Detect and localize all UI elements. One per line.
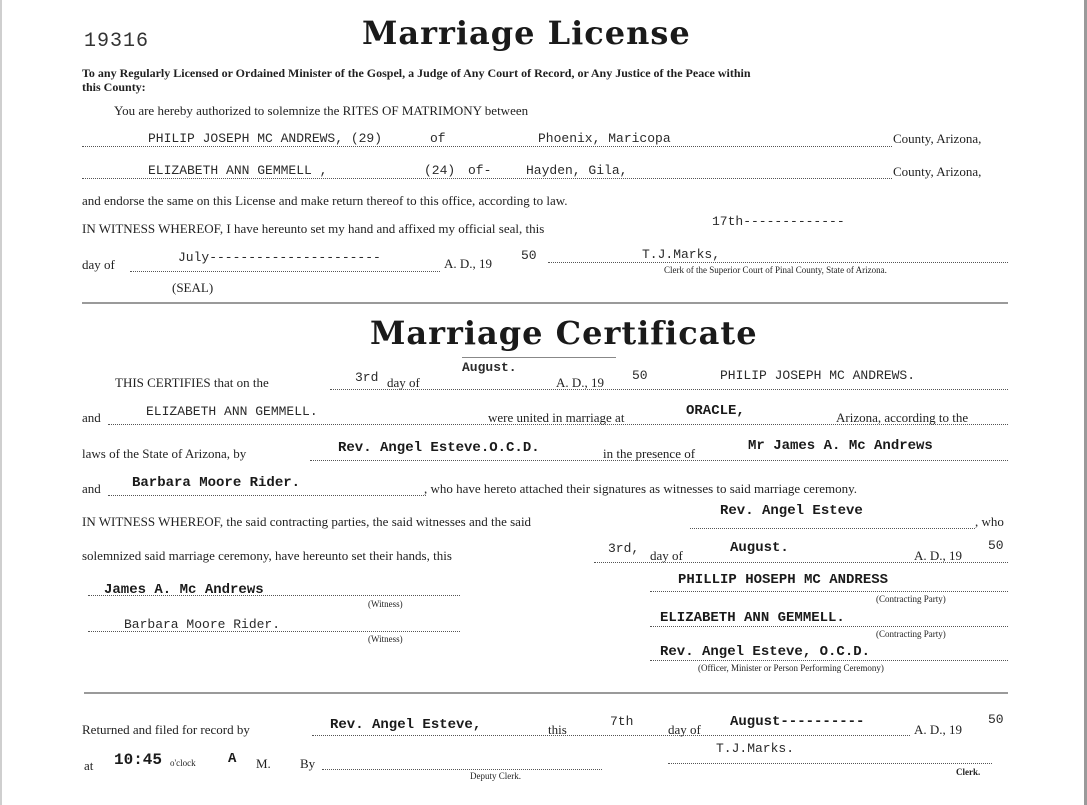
dotted-line <box>82 146 892 147</box>
record-clerk-signature: T.J.Marks. <box>716 741 795 756</box>
witness-label-1: (Witness) <box>368 599 403 609</box>
officer-label: (Officer, Minister or Person Performing Ceremony) <box>698 663 884 673</box>
certificate-month-2: August. <box>730 540 789 556</box>
license-number: 19316 <box>84 30 150 53</box>
certificate-month: August. <box>462 360 517 375</box>
dotted-line <box>650 626 1008 627</box>
license-bride-of: of- <box>468 163 492 178</box>
license-day-of: day of <box>82 257 115 272</box>
certificate-year-2: 50 <box>988 538 1004 553</box>
dotted-line <box>130 271 440 272</box>
license-clerk-signature: T.J.Marks, <box>642 247 721 262</box>
certificate-witness-2: Barbara Moore Rider. <box>132 475 301 491</box>
dotted-line <box>312 735 910 736</box>
license-authorized: You are hereby authorized to solemnize the RITES OF MATRIMONY between <box>114 103 529 118</box>
record-deputy-label: Deputy Clerk. <box>470 771 521 781</box>
signature-party-1: PHILLIP HOSEPH MC ANDRESS <box>678 572 889 588</box>
certificate-bride: ELIZABETH ANN GEMMELL. <box>146 404 318 419</box>
signature-officer: Rev. Angel Esteve, O.C.D. <box>660 644 871 660</box>
record-ampm: A <box>228 751 237 767</box>
license-groom-of: of <box>430 131 446 146</box>
certificate-and-1: and <box>82 410 101 425</box>
signature-witness-2: Barbara Moore Rider. <box>124 617 281 632</box>
record-returned: Returned and filed for record by <box>82 722 250 737</box>
certificate-witness-whereof: IN WITNESS WHEREOF, the said contracting parties, the said witnesses and the said <box>82 514 532 529</box>
record-month: August---------- <box>730 714 865 730</box>
title-underline <box>462 357 616 358</box>
license-county-1: County, Arizona, <box>893 131 982 146</box>
record-by: By <box>300 756 316 771</box>
license-title: Marriage License <box>362 14 691 52</box>
dotted-line <box>88 595 460 596</box>
party-label-1: (Contracting Party) <box>876 594 946 604</box>
license-month: July---------------------- <box>178 250 381 265</box>
record-day-of: day of <box>668 722 701 737</box>
license-bride: ELIZABETH ANN GEMMELL , <box>148 163 328 178</box>
license-intro: To any Regularly Licensed or Ordained Minister of the Gospel, a Judge of Any Court of Record, or Any Justice of the Peace within <box>82 66 751 80</box>
section-divider <box>84 692 1008 694</box>
dotted-line <box>650 591 1008 592</box>
dotted-line <box>668 763 992 764</box>
license-bride-place: Hayden, Gila, <box>526 163 628 178</box>
dotted-line <box>690 528 975 529</box>
license-endorse: and endorse the same on this License and make return thereof to this office, according to law. <box>82 193 568 208</box>
certificate-laws: laws of the State of Arizona, by <box>82 446 247 461</box>
party-label-2: (Contracting Party) <box>876 629 946 639</box>
certificate-and-2: and <box>82 481 101 496</box>
certificate-ad-2: A. D., 19 <box>914 548 963 563</box>
record-time: 10:45 <box>114 751 163 769</box>
certificate-day-2: 3rd, <box>608 541 640 556</box>
license-day: 17th------------- <box>712 214 845 229</box>
certificate-officiant-2: Rev. Angel Esteve <box>720 503 863 519</box>
certificate-witness-1: Mr James A. Mc Andrews <box>748 438 933 454</box>
record-by-name: Rev. Angel Esteve, <box>330 717 482 733</box>
dotted-line <box>82 178 892 179</box>
certificate-year: 50 <box>632 368 648 383</box>
dotted-line <box>88 631 460 632</box>
certificate-who: , who <box>975 514 1004 529</box>
certificate-certifies: THIS CERTIFIES that on the <box>115 375 269 390</box>
certificate-ad: A. D., 19 <box>556 375 605 390</box>
license-ad: A. D., 19 <box>444 256 493 271</box>
license-year: 50 <box>521 248 537 263</box>
license-county-2: County, Arizona, <box>893 164 982 179</box>
license-bride-age: (24) <box>424 163 456 178</box>
license-clerk-title: Clerk of the Superior Court of Pinal County, State of Arizona. <box>664 265 887 275</box>
certificate-title: Marriage Certificate <box>370 314 758 352</box>
record-year: 50 <box>988 712 1004 727</box>
license-intro-county: this County: <box>82 80 146 94</box>
certificate-day-of-2: day of <box>650 548 683 563</box>
dotted-line <box>548 262 1008 263</box>
certificate-day-of: day of <box>387 375 420 390</box>
signature-witness-1: James A. Mc Andrews <box>104 582 264 598</box>
record-this: this <box>548 722 567 737</box>
certificate-hereto: , who have hereto attached their signatures as witnesses to said marriage ceremony. <box>424 481 858 496</box>
certificate-united: were united in marriage at <box>488 410 625 425</box>
certificate-arizona: Arizona, according to the <box>836 410 969 425</box>
certificate-place: ORACLE, <box>686 403 745 419</box>
record-m: M. <box>256 756 271 771</box>
section-divider <box>82 302 1008 304</box>
witness-label-2: (Witness) <box>368 634 403 644</box>
dotted-line <box>322 769 602 770</box>
dotted-line <box>650 660 1008 661</box>
license-groom: PHILIP JOSEPH MC ANDREWS, (29) <box>148 131 383 146</box>
record-clerk-label: Clerk. <box>956 767 981 777</box>
license-witness-line: IN WITNESS WHEREOF, I have hereunto set my hand and affixed my official seal, this <box>82 221 545 236</box>
certificate-day: 3rd <box>355 370 379 385</box>
license-groom-place: Phoenix, Maricopa <box>538 131 671 146</box>
dotted-line <box>330 389 1008 390</box>
license-seal: (SEAL) <box>172 280 214 295</box>
certificate-presence: in the presence of <box>603 446 696 461</box>
certificate-solemnized: solemnized said marriage ceremony, have hereunto set their hands, this <box>82 548 452 563</box>
record-day: 7th <box>610 714 634 729</box>
certificate-groom: PHILIP JOSEPH MC ANDREWS. <box>720 368 916 383</box>
record-at: at <box>84 758 94 773</box>
dotted-line <box>108 495 426 496</box>
signature-party-2: ELIZABETH ANN GEMMELL. <box>660 610 845 626</box>
record-ad: A. D., 19 <box>914 722 963 737</box>
record-clock: o'clock <box>170 758 196 768</box>
certificate-officiant: Rev. Angel Esteve.O.C.D. <box>338 440 540 456</box>
